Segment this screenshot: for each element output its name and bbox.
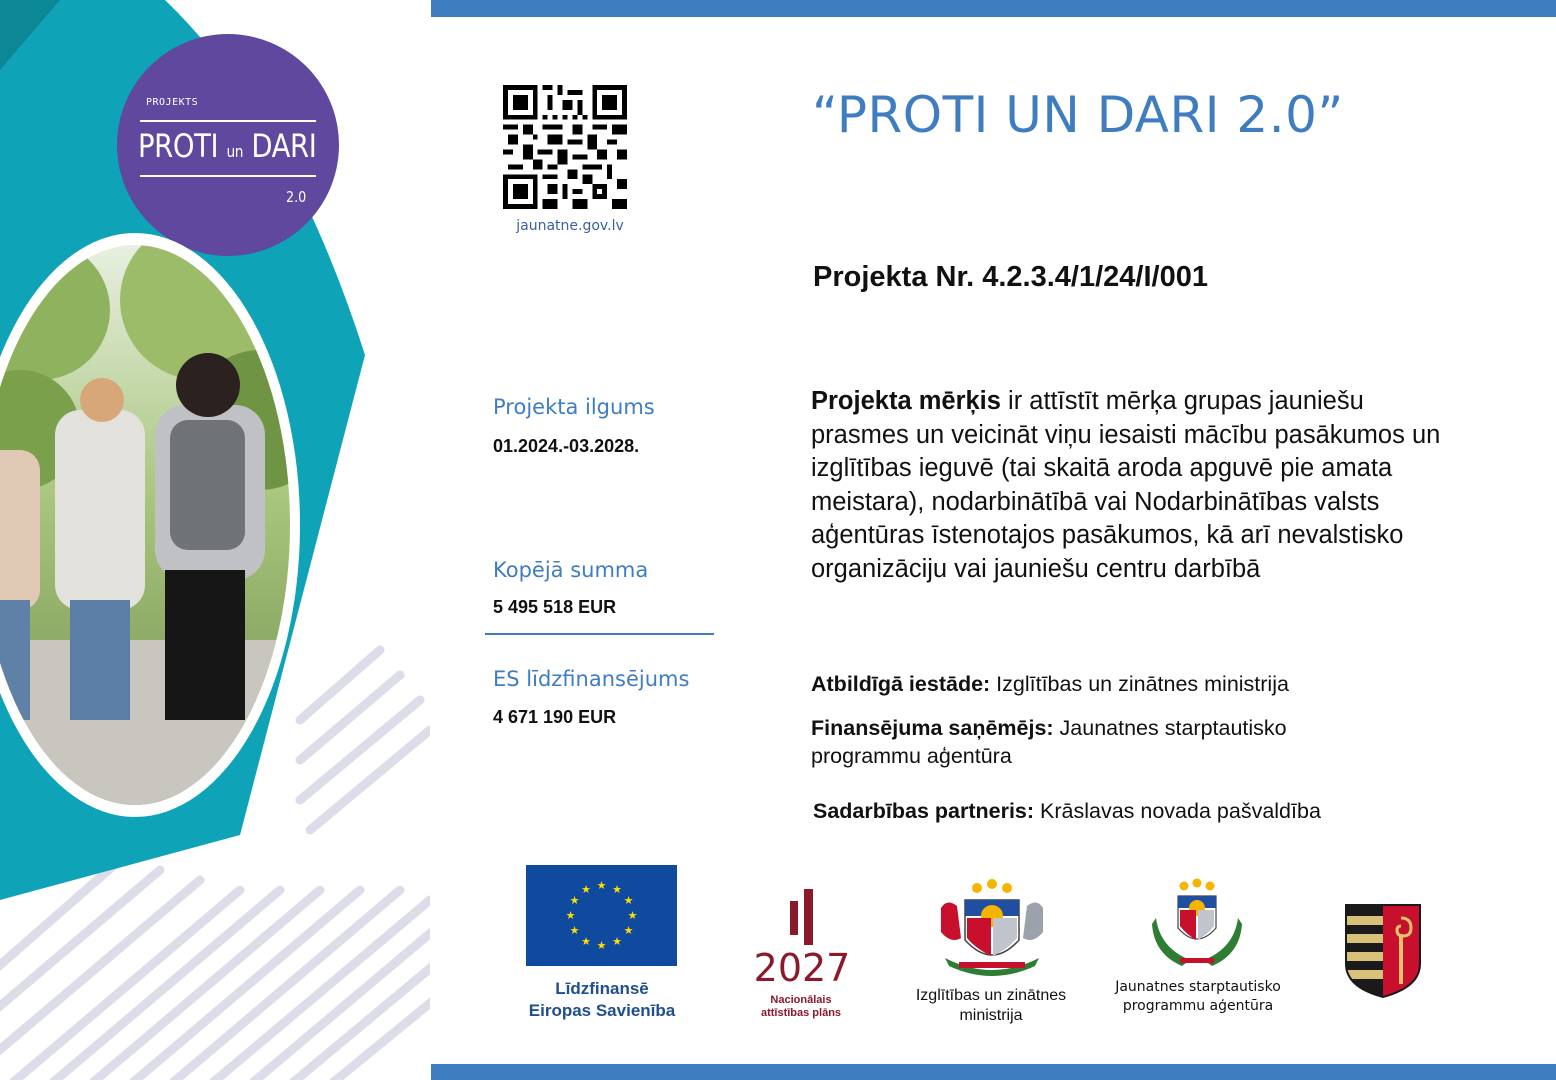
total-sum-value: 5 495 518 EUR	[493, 597, 617, 617]
total-sum-label: Kopējā summa	[493, 558, 649, 582]
cooperation-partner	[813, 797, 1453, 825]
funding-recipient	[811, 714, 1371, 770]
duration-value: 01.2024.-03.2028.	[493, 436, 640, 456]
eu-flag-icon	[526, 865, 677, 966]
svg-text:★: ★	[623, 894, 634, 907]
svg-text:★: ★	[596, 939, 607, 952]
responsible-institution	[811, 670, 1451, 698]
top-accent-bar	[431, 0, 1556, 17]
nap-caption-line2: attīstības plāns	[760, 1006, 842, 1019]
nap-year: 2027	[753, 946, 851, 990]
duration-label: Projekta ilgums	[493, 395, 655, 419]
badge-version: 2.0	[286, 188, 307, 206]
izm-caption-line1: Izglītības un zinātnes	[915, 987, 1067, 1004]
svg-text:★: ★	[627, 909, 638, 922]
jspa-caption-line2: programmu aģentūra	[1122, 998, 1274, 1014]
svg-text:★: ★	[623, 924, 634, 937]
badge-title-proti: PROTI	[138, 127, 219, 165]
responsible-label: Atbildīgā iestāde:	[811, 672, 991, 696]
page-title: “PROTI UN DARI 2.0”	[812, 86, 1344, 144]
svg-text:★: ★	[596, 879, 607, 892]
project-goal-lead: Projekta mērķis	[811, 387, 1001, 415]
badge-title-un: un	[226, 142, 244, 161]
project-goal-text: ir attīstīt mērķa grupas jauniešu prasmes un veicināt viņu iesaisti mācību pasākumos un izglītības ieguvē (tai skaitā aroda apguvē pie amata meistara), nodarbinātībā vai Nodarbinātības valsts aģentūras īstenotajos pasākumos, kā arī nevalstisko organizāciju vai jauniešu centru darbībā	[811, 387, 1441, 583]
recipient-label: Finansējuma saņēmējs:	[811, 716, 1054, 740]
partner-value: Krāslavas novada pašvaldība	[1034, 799, 1321, 823]
svg-text:★: ★	[581, 935, 591, 948]
izm-caption	[900, 986, 1082, 1026]
eu-caption-line1: Līdzfinansē	[555, 979, 649, 998]
nap-caption-line1: Nacionālais	[770, 994, 832, 1006]
eu-cofinancing-label: ES līdzfinansējums	[493, 667, 690, 691]
kraslava-coat-of-arms-icon	[1343, 902, 1423, 1000]
jspa-caption	[1096, 978, 1300, 1016]
latvia-coat-of-arms-icon	[925, 878, 1059, 982]
info-divider	[485, 633, 714, 635]
izm-caption-line2: ministrija	[959, 1007, 1023, 1024]
recipient-value: Jaunatnes starptautisko programmu aģentūra	[811, 716, 1287, 768]
svg-text:★: ★	[612, 935, 622, 948]
badge-title	[138, 127, 317, 165]
bottom-accent-bar	[431, 1064, 1556, 1080]
project-number: Projekta Nr. 4.2.3.4/1/24/I/001	[813, 261, 1208, 293]
svg-text:★: ★	[581, 883, 591, 896]
jspa-caption-line1: Jaunatnes starptautisko	[1115, 979, 1281, 995]
badge-projekts-label: PROJEKTS	[146, 97, 199, 108]
badge-title-dari: DARI	[251, 127, 317, 165]
responsible-value: Izglītības un zinātnes ministrija	[990, 672, 1289, 696]
jspa-coat-of-arms-icon	[1150, 878, 1244, 970]
project-goal	[811, 385, 1451, 587]
nap-caption	[730, 994, 872, 1019]
eu-cofinanced-caption	[490, 978, 714, 1022]
svg-text:★: ★	[612, 883, 622, 896]
nap-2027-logo	[748, 887, 856, 995]
eu-caption-line2: Eiropas Savienība	[528, 1001, 676, 1020]
left-decorative-panel	[0, 0, 430, 1080]
svg-text:★: ★	[565, 909, 576, 922]
partner-label: Sadarbības partneris:	[813, 799, 1035, 823]
svg-text:★: ★	[569, 894, 580, 907]
eu-cofinancing-value: 4 671 190 EUR	[493, 707, 617, 727]
qr-code[interactable]	[503, 85, 627, 209]
svg-text:★: ★	[569, 924, 580, 937]
qr-caption: jaunatne.gov.lv	[516, 218, 624, 234]
